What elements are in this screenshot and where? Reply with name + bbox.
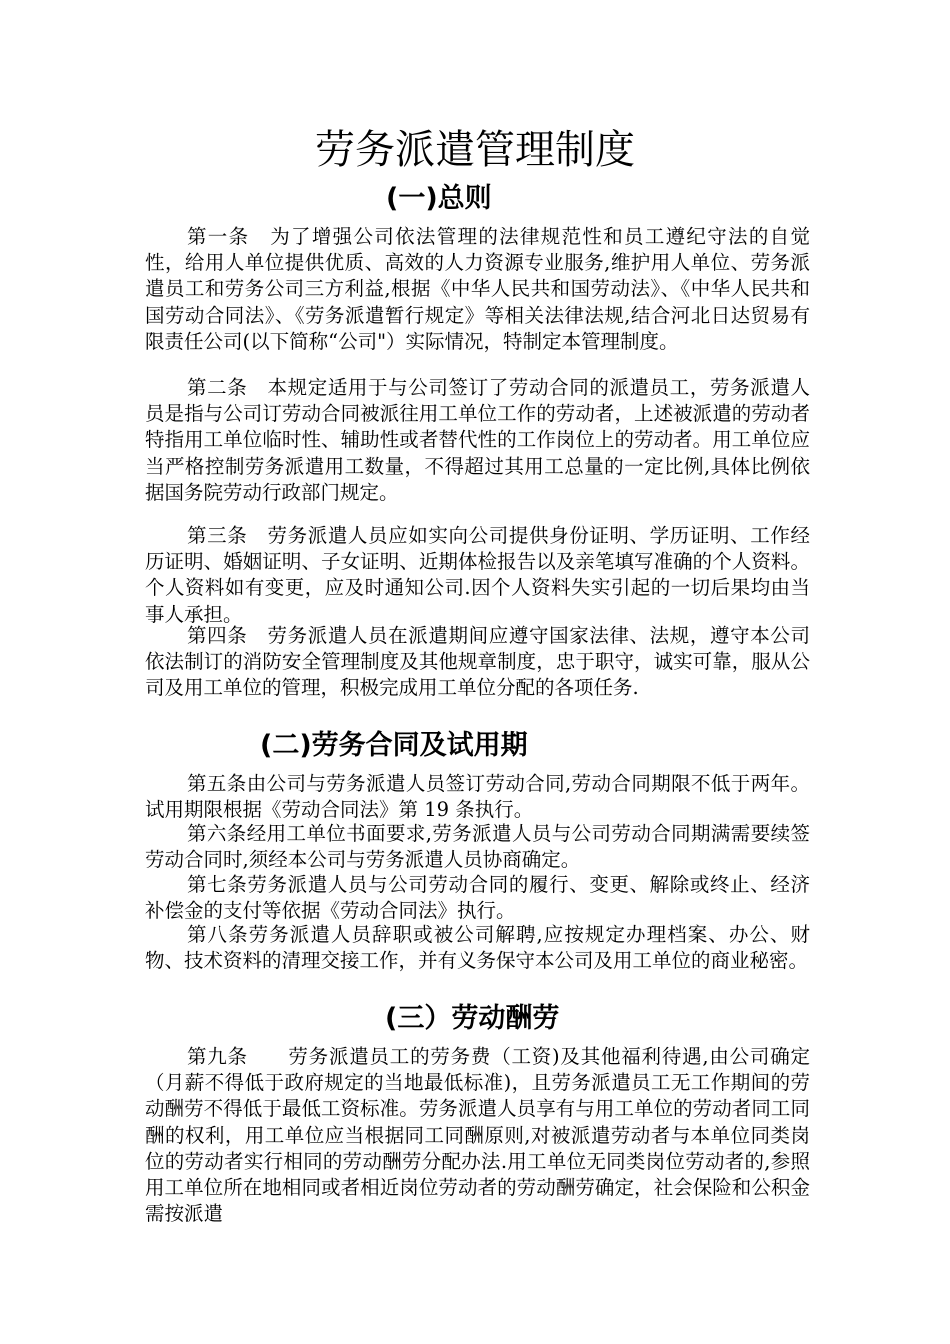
section-heading-contract: (二)劳务合同及试用期: [260, 730, 528, 761]
article-5-paragraph: 第五条由公司与劳务派遣人员签订劳动合同,劳动合同期限不低于两年。试用期限根据《劳动合同法》第 19 条执行。: [145, 772, 810, 822]
article-8-paragraph: 第八条劳务派遣人员辞职或被公司解聘,应按规定办理档案、办公、财物、技术资料的清理交接工作，并有义务保守本公司及用工单位的商业秘密。: [145, 923, 810, 973]
article-4-paragraph: 第四条 劳务派遣人员在派遣期间应遵守国家法律、法规，遵守本公司依法制订的消防安全管理制度及其他规章制度，忠于职守，诚实可靠，服从公司及用工单位的管理，积极完成用工单位分配的各项任务.: [145, 624, 810, 700]
document-title: 劳务派遣管理制度: [315, 127, 635, 173]
article-1-paragraph: 第一条 为了增强公司依法管理的法律规范性和员工遵纪守法的自觉性，给用人单位提供优质、高效的人力资源专业服务,维护用人单位、劳务派遣员工和劳务公司三方利益,根据《中华人民共和国劳动法》、《中华人民共和国劳动合同法》、《劳务派遣暂行规定》等相关法律法规,结合河北日达贸易有限责任公司(以下简称“公司"）实际情况，特制定本管理制度。: [145, 225, 810, 353]
article-6-paragraph: 第六条经用工单位书面要求,劳务派遣人员与公司劳动合同期满需要续签劳动合同时,须经本公司与劳务派遣人员协商确定。: [145, 822, 810, 872]
section-heading-general: (一)总则: [386, 183, 492, 214]
article-9-paragraph: 第九条 劳务派遣员工的劳务费（工资)及其他福利待遇,由公司确定（月薪不得低于政府规定的当地最低标准)，且劳务派遣员工无工作期间的劳动酬劳不得低于最低工资标准。劳务派遣人员享有与用工单位的劳动者同工同酬的权利，用工单位应当根据同工同酬原则,对被派遣劳动者与本单位同类岗位的劳动者实行相同的劳动酬劳分配办法.用工单位无同类岗位劳动者的,参照用工单位所在地相同或者相近岗位劳动者的劳动酬劳确定，社会保险和公积金需按派遣: [145, 1045, 810, 1226]
article-3-paragraph: 第三条 劳务派遣人员应如实向公司提供身份证明、学历证明、工作经历证明、婚姻证明、子女证明、近期体检报告以及亲笔填写准确的个人资料。个人资料如有变更，应及时通知公司.因个人资料失实引起的一切后果均由当事人承担。: [145, 524, 810, 626]
section-heading-remuneration: (三）劳动酬劳: [385, 1003, 560, 1034]
article-2-paragraph: 第二条 本规定适用于与公司签订了劳动合同的派遣员工，劳务派遣人员是指与公司订劳动合同被派往用工单位工作的劳动者，上述被派遣的劳动者特指用工单位临时性、辅助性或者替代性的工作岗位上的劳动者。用工单位应当严格控制劳务派遣用工数量，不得超过其用工总量的一定比例,具体比例依据国务院劳动行政部门规定。: [145, 376, 810, 504]
article-7-paragraph: 第七条劳务派遣人员与公司劳动合同的履行、变更、解除或终止、经济补偿金的支付等依据《劳动合同法》执行。: [145, 873, 810, 923]
